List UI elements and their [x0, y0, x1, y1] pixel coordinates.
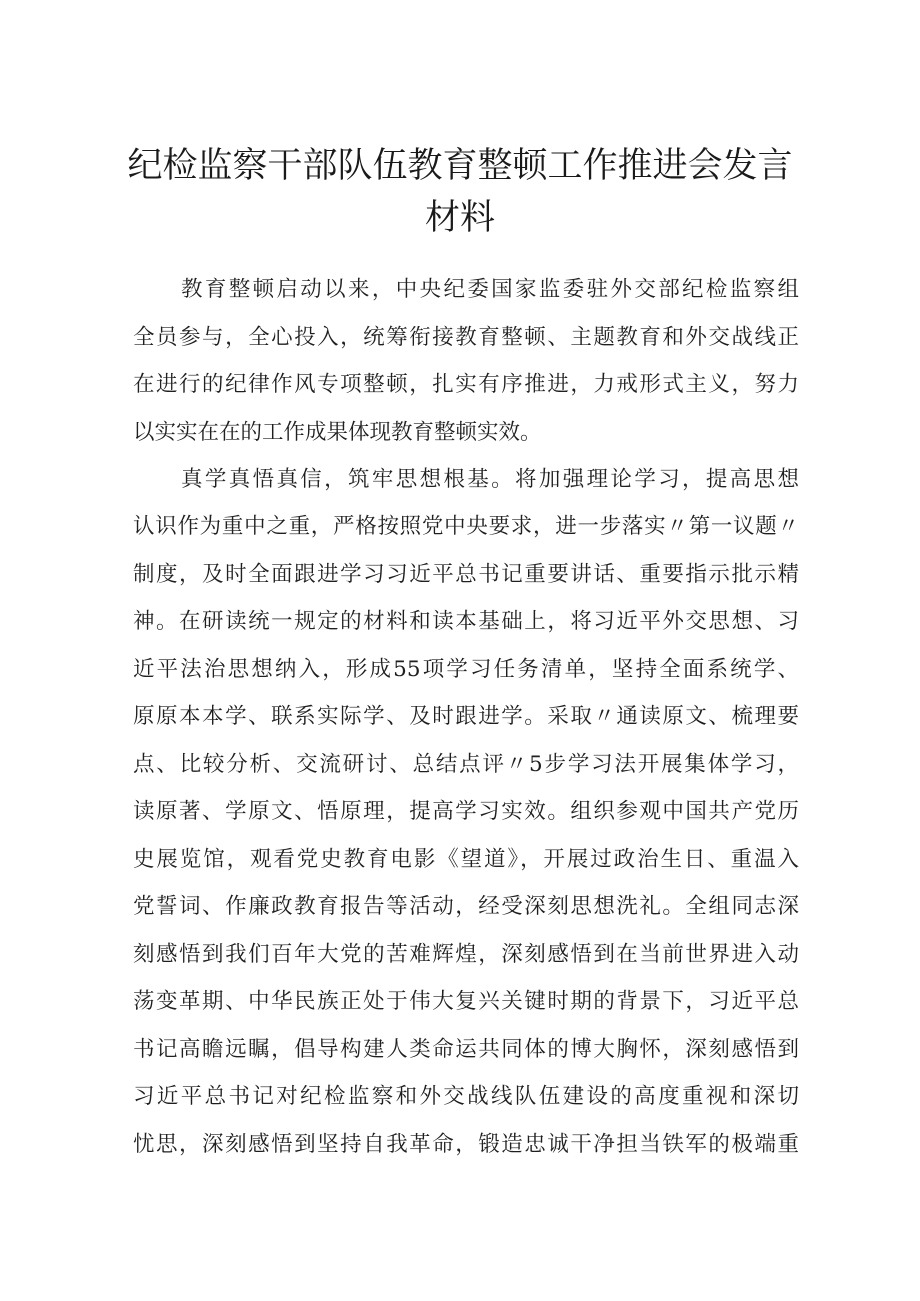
paragraph-2-line-7: 点、比较分析、交流研讨、总结点评〃5步学习法开展集体学习， [133, 752, 799, 777]
paragraph-2-line-5: 近平法治思想纳入，形成55项学习任务清单，坚持全面系统学、 [133, 657, 799, 682]
paragraph-2-line-15: 忧思，深刻感悟到坚持自我革命，锻造忠诚干净担当铁军的极端重 [133, 1132, 799, 1157]
paragraph-2-line-1: 真学真悟真信，筑牢思想根基。将加强理论学习，提高思想 [181, 467, 799, 492]
title-line-2: 材料 [424, 198, 495, 238]
paragraph-2-line-8: 读原著、学原文、悟原理，提高学习实效。组织参观中国共产党历 [133, 799, 799, 824]
paragraph-1-line-4: 以实实在在的工作成果体现教育整顿实效。 [133, 420, 542, 445]
paragraph-1-line-2: 全员参与，全心投入，统筹衔接教育整顿、主题教育和外交战线正 [133, 325, 799, 350]
document-title [90, 140, 830, 244]
title-line-1: 纪检监察干部队伍教育整顿工作推进会发言 [127, 146, 793, 186]
paragraph-2-line-12: 荡变革期、中华民族正处于伟大复兴关键时期的背景下，习近平总 [133, 989, 799, 1014]
paragraph-2-line-6: 原原本本学、联系实际学、及时跟进学。采取〃通读原文、梳理要 [133, 704, 799, 729]
paragraph-2-line-13: 书记高瞻远瞩，倡导构建人类命运共同体的博大胸怀，深刻感悟到 [133, 1037, 799, 1062]
paragraph-1-line-3: 在进行的纪律作风专项整顿，扎实有序推进，力戒形式主义，努力 [133, 372, 799, 397]
paragraph-2-line-2: 认识作为重中之重，严格按照党中央要求，进一步落实〃第一议题〃 [133, 514, 799, 539]
paragraph-2-line-14: 习近平总书记对纪检监察和外交战线队伍建设的高度重视和深切 [133, 1084, 799, 1109]
paragraph-2-line-9: 史展览馆，观看党史教育电影《望道》，开展过政治生日、重温入 [133, 847, 799, 872]
paragraph-2-line-3: 制度，及时全面跟进学习习近平总书记重要讲话、重要指示批示精 [133, 562, 799, 587]
paragraph-2-line-10: 党誓词、作廉政教育报告等活动，经受深刻思想洗礼。全组同志深 [133, 894, 799, 919]
paragraph-2-line-11: 刻感悟到我们百年大党的苦难辉煌，深刻感悟到在当前世界进入动 [133, 942, 799, 967]
paragraph-1-line-1: 教育整顿启动以来，中央纪委国家监委驻外交部纪检监察组 [181, 277, 799, 302]
paragraph-2-line-4: 神。在研读统一规定的材料和读本基础上，将习近平外交思想、习 [133, 609, 799, 634]
